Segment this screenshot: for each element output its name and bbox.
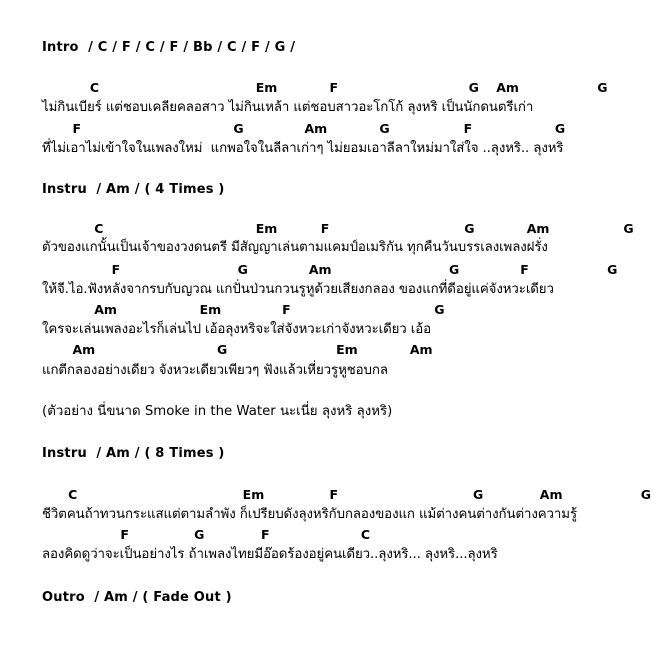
verse1-lyric-2: ที่ไม่เอาไม่เข้าใจในเพลงใหม่ แกพอใจในลีลาเก่าๆ ไม่ยอมเอาลีลาใหม่มาใส่ใจ ..ลุงหริ.. ลุงหริ bbox=[42, 141, 564, 156]
verse2-chords-4: Am G Em Am bbox=[42, 342, 433, 357]
verse3-lyric-2: ลองคิดดูว่าจะเป็นอย่างไร ถ้าเพลงไทยมีอ๊อดร้องอยู่คนเดียว..ลุงหริ... ลุงหริ...ลุงหริ bbox=[42, 547, 498, 562]
outro-line: Outro / Am / ( Fade Out ) bbox=[42, 590, 232, 605]
verse1-chords-1: C Em F G Am G bbox=[42, 80, 608, 95]
instru-line-1: Instru / Am / ( 4 Times ) bbox=[42, 182, 225, 197]
example-note: (ตัวอย่าง นี่ขนาด Smoke in the Water นะเนี่ย ลุงหริ ลุงหริ) bbox=[42, 404, 393, 419]
verse2-chords-3: Am Em F G bbox=[42, 302, 445, 317]
verse3-chords-2: F G F C bbox=[42, 527, 371, 542]
verse2-chords-1: C Em F G Am G bbox=[42, 221, 634, 236]
verse3-lyric-1: ชีวิตคนถ้าทวนกระแสแต่ตามลำพัง ก็เปรียบดังลุงหริกับกลองของแก แม้ต่างคนต่างกันต่างความรู้ bbox=[42, 507, 577, 522]
verse2-lyric-4: แกตีกลองอย่างเดียว จังหวะเดียวเพียวๆ ฟังแล้วเหี่ยวรูหูชอบกล bbox=[42, 363, 388, 378]
verse2-lyric-3: ใครจะเล่นเพลงอะไรก็เล่นไป เอ้อลุงหริจะใส่จังหวะเก่าจังหวะเดียว เอ้อ bbox=[42, 322, 432, 337]
verse2-lyric-1: ตัวของแกนั้นเป็นเจ้าของวงดนตรี มีสัญญาเล่นตามแคมป์อเมริกัน ทุกคืนวันบรรเลงเพลงฝรั่ง bbox=[42, 240, 548, 255]
verse1-lyric-1: ไม่กินเบียร์ แต่ชอบเคลียคลอสาว ไม่กินเหล้า แต่ชอบสาวอะโกโก้ ลุงหริ เป็นนักดนตรีเก่า bbox=[42, 100, 534, 115]
verse2-lyric-2: ให้จี.ไอ.ฟังหลังจากรบกับญวณ แกปั่นป่วนกวนรูหูด้วยเสียงกลอง ของแกที่ดีอยู่แค่จังหวะเดียว bbox=[42, 282, 554, 297]
verse3-chords-1: C Em F G Am G bbox=[42, 487, 652, 502]
verse1-chords-2: F G Am G F G bbox=[42, 121, 566, 136]
verse2-chords-2: F G Am G F G bbox=[42, 262, 618, 277]
instru-line-2: Instru / Am / ( 8 Times ) bbox=[42, 446, 225, 461]
intro-line: Intro / C / F / C / F / Bb / C / F / G / bbox=[42, 40, 296, 55]
